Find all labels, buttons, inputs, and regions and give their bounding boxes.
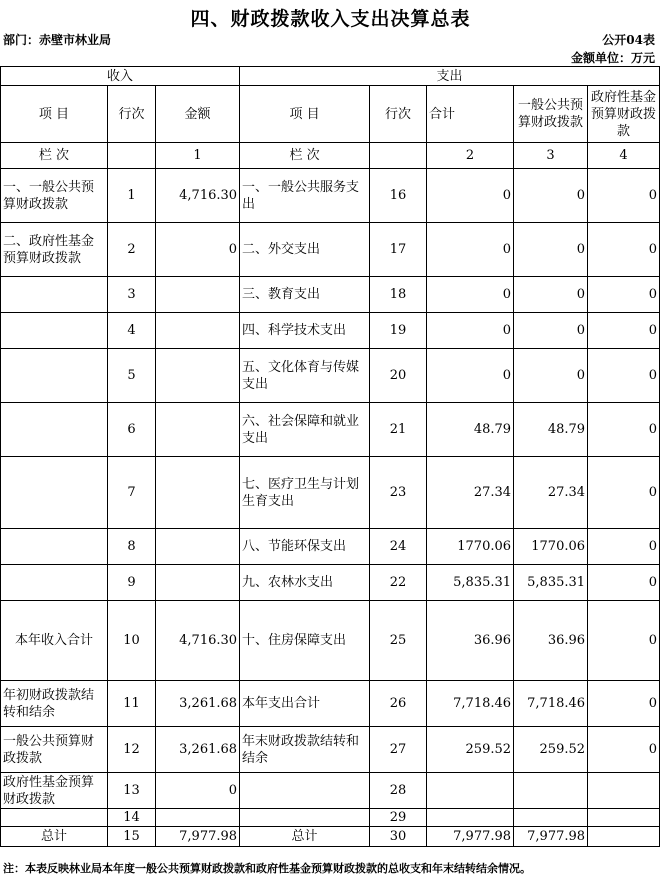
col-number-amount: 1 — [156, 143, 240, 169]
table-row — [1, 403, 660, 457]
table-row — [1, 457, 660, 529]
expense-general-budget: 27.34 — [514, 457, 588, 529]
expense-line-number: 23 — [370, 457, 427, 529]
income-line-number: 8 — [108, 529, 156, 565]
income-amount — [156, 313, 240, 349]
income-amount — [156, 277, 240, 313]
expense-total: 0 — [427, 277, 514, 313]
income-section-header: 收入 — [1, 67, 240, 86]
expense-total: 48.79 — [427, 403, 514, 457]
expense-fund-budget — [588, 809, 660, 827]
expense-general-budget: 1770.06 — [514, 529, 588, 565]
income-line-number: 1 — [108, 169, 156, 223]
expense-item: 四、科学技术支出 — [240, 313, 370, 349]
col-label-row-expense: 栏 次 — [240, 143, 370, 169]
expense-total: 7,718.46 — [427, 681, 514, 727]
col-number-fund: 4 — [588, 143, 660, 169]
col-number-general: 3 — [514, 143, 588, 169]
income-line-number: 2 — [108, 223, 156, 277]
income-item — [1, 457, 108, 529]
expense-item: 本年支出合计 — [240, 681, 370, 727]
expense-item: 九、农林水支出 — [240, 565, 370, 601]
col-header-amount: 金额 — [156, 86, 240, 143]
expense-line-number: 21 — [370, 403, 427, 457]
expense-item — [240, 773, 370, 809]
income-line-number: 12 — [108, 727, 156, 773]
expense-item: 十、住房保障支出 — [240, 601, 370, 681]
income-amount: 0 — [156, 223, 240, 277]
income-line-number: 9 — [108, 565, 156, 601]
income-line-number: 7 — [108, 457, 156, 529]
table-row — [1, 773, 660, 809]
expense-general-budget: 259.52 — [514, 727, 588, 773]
expense-fund-budget: 0 — [588, 457, 660, 529]
income-item: 一般公共预算财政拨款 — [1, 727, 108, 773]
expense-total: 0 — [427, 313, 514, 349]
budget-summary-table — [0, 66, 660, 847]
income-amount: 7,977.98 — [156, 827, 240, 847]
income-item: 总计 — [1, 827, 108, 847]
expense-line-number: 17 — [370, 223, 427, 277]
expense-item: 八、节能环保支出 — [240, 529, 370, 565]
amount-unit: 金额单位：万元 — [570, 51, 655, 65]
expense-general-budget: 7,977.98 — [514, 827, 588, 847]
report-title: 四、财政拨款收入支出决算总表 — [190, 8, 471, 30]
income-amount: 4,716.30 — [156, 601, 240, 681]
table-code: 公开04表 — [602, 33, 655, 47]
table-row — [1, 223, 660, 277]
expense-line-number: 19 — [370, 313, 427, 349]
expense-general-budget: 7,718.46 — [514, 681, 588, 727]
expense-line-number: 25 — [370, 601, 427, 681]
expense-fund-budget: 0 — [588, 529, 660, 565]
income-amount: 4,716.30 — [156, 169, 240, 223]
table-row — [1, 529, 660, 565]
expense-total: 7,977.98 — [427, 827, 514, 847]
income-amount — [156, 403, 240, 457]
col-header-total: 合计 — [427, 86, 514, 143]
income-line-number: 13 — [108, 773, 156, 809]
table-row — [1, 313, 660, 349]
footnote: 注：本表反映林业局本年度一般公共预算财政拨款和政府性基金预算财政拨款的总收支和年末结转结余情况。 — [3, 862, 531, 875]
income-item — [1, 403, 108, 457]
table-row — [1, 277, 660, 313]
col-label-empty — [108, 143, 156, 169]
income-item: 年初财政拨款结转和结余 — [1, 681, 108, 727]
expense-general-budget: 5,835.31 — [514, 565, 588, 601]
expense-item: 七、医疗卫生与计划生育支出 — [240, 457, 370, 529]
expense-general-budget: 0 — [514, 169, 588, 223]
table-row — [1, 727, 660, 773]
income-item — [1, 277, 108, 313]
expense-fund-budget — [588, 773, 660, 809]
income-item: 二、政府性基金预算财政拨款 — [1, 223, 108, 277]
expense-fund-budget: 0 — [588, 169, 660, 223]
expense-section-header: 支出 — [240, 67, 660, 86]
expense-total: 259.52 — [427, 727, 514, 773]
table-row — [1, 169, 660, 223]
expense-line-number: 29 — [370, 809, 427, 827]
income-amount — [156, 349, 240, 403]
income-item — [1, 565, 108, 601]
col-header-general-budget: 一般公共预算财政拨款 — [514, 86, 588, 143]
income-line-number: 14 — [108, 809, 156, 827]
expense-fund-budget: 0 — [588, 223, 660, 277]
expense-total — [427, 809, 514, 827]
expense-general-budget — [514, 809, 588, 827]
income-line-number: 15 — [108, 827, 156, 847]
income-amount: 3,261.68 — [156, 727, 240, 773]
col-header-item-expense: 项 目 — [240, 86, 370, 143]
expense-total: 36.96 — [427, 601, 514, 681]
table-row — [1, 601, 660, 681]
income-item — [1, 313, 108, 349]
expense-total: 0 — [427, 169, 514, 223]
income-line-number: 10 — [108, 601, 156, 681]
expense-total: 5,835.31 — [427, 565, 514, 601]
expense-total: 0 — [427, 223, 514, 277]
table-row — [1, 827, 660, 847]
expense-line-number: 22 — [370, 565, 427, 601]
expense-item: 六、社会保障和就业支出 — [240, 403, 370, 457]
expense-line-number: 24 — [370, 529, 427, 565]
income-line-number: 11 — [108, 681, 156, 727]
expense-general-budget: 48.79 — [514, 403, 588, 457]
expense-item: 年末财政拨款结转和结余 — [240, 727, 370, 773]
expense-line-number: 30 — [370, 827, 427, 847]
expense-general-budget — [514, 773, 588, 809]
expense-item: 一、一般公共服务支出 — [240, 169, 370, 223]
income-item: 一、一般公共预算财政拨款 — [1, 169, 108, 223]
expense-item: 五、文化体育与传媒支出 — [240, 349, 370, 403]
expense-fund-budget: 0 — [588, 681, 660, 727]
table-row — [1, 565, 660, 601]
expense-total: 27.34 — [427, 457, 514, 529]
expense-general-budget: 0 — [514, 277, 588, 313]
income-item — [1, 529, 108, 565]
table-row — [1, 809, 660, 827]
col-label-row: 栏 次 — [1, 143, 108, 169]
expense-item — [240, 809, 370, 827]
col-header-line: 行次 — [108, 86, 156, 143]
expense-fund-budget: 0 — [588, 277, 660, 313]
col-header-line-expense: 行次 — [370, 86, 427, 143]
income-item: 本年收入合计 — [1, 601, 108, 681]
expense-line-number: 26 — [370, 681, 427, 727]
department-label: 部门：赤壁市林业局 — [3, 33, 112, 47]
col-label-empty-expense — [370, 143, 427, 169]
expense-line-number: 18 — [370, 277, 427, 313]
income-item: 政府性基金预算财政拨款 — [1, 773, 108, 809]
income-amount — [156, 809, 240, 827]
expense-fund-budget: 0 — [588, 313, 660, 349]
expense-item: 总计 — [240, 827, 370, 847]
expense-fund-budget: 0 — [588, 565, 660, 601]
income-item — [1, 809, 108, 827]
col-header-fund-budget: 政府性基金预算财政拨款 — [588, 86, 660, 143]
expense-line-number: 20 — [370, 349, 427, 403]
expense-general-budget: 36.96 — [514, 601, 588, 681]
income-amount — [156, 565, 240, 601]
expense-fund-budget: 0 — [588, 727, 660, 773]
expense-line-number: 16 — [370, 169, 427, 223]
expense-line-number: 28 — [370, 773, 427, 809]
income-line-number: 6 — [108, 403, 156, 457]
expense-general-budget: 0 — [514, 349, 588, 403]
table-row — [1, 349, 660, 403]
expense-general-budget: 0 — [514, 223, 588, 277]
expense-total — [427, 773, 514, 809]
income-line-number: 3 — [108, 277, 156, 313]
income-amount: 3,261.68 — [156, 681, 240, 727]
income-amount: 0 — [156, 773, 240, 809]
expense-fund-budget: 0 — [588, 349, 660, 403]
income-amount — [156, 457, 240, 529]
expense-item: 三、教育支出 — [240, 277, 370, 313]
income-line-number: 5 — [108, 349, 156, 403]
col-number-total: 2 — [427, 143, 514, 169]
expense-total: 1770.06 — [427, 529, 514, 565]
expense-fund-budget — [588, 827, 660, 847]
col-header-item: 项 目 — [1, 86, 108, 143]
expense-total: 0 — [427, 349, 514, 403]
table-row — [1, 681, 660, 727]
income-line-number: 4 — [108, 313, 156, 349]
income-item — [1, 349, 108, 403]
expense-line-number: 27 — [370, 727, 427, 773]
expense-general-budget: 0 — [514, 313, 588, 349]
expense-item: 二、外交支出 — [240, 223, 370, 277]
expense-fund-budget: 0 — [588, 601, 660, 681]
expense-fund-budget: 0 — [588, 403, 660, 457]
income-amount — [156, 529, 240, 565]
